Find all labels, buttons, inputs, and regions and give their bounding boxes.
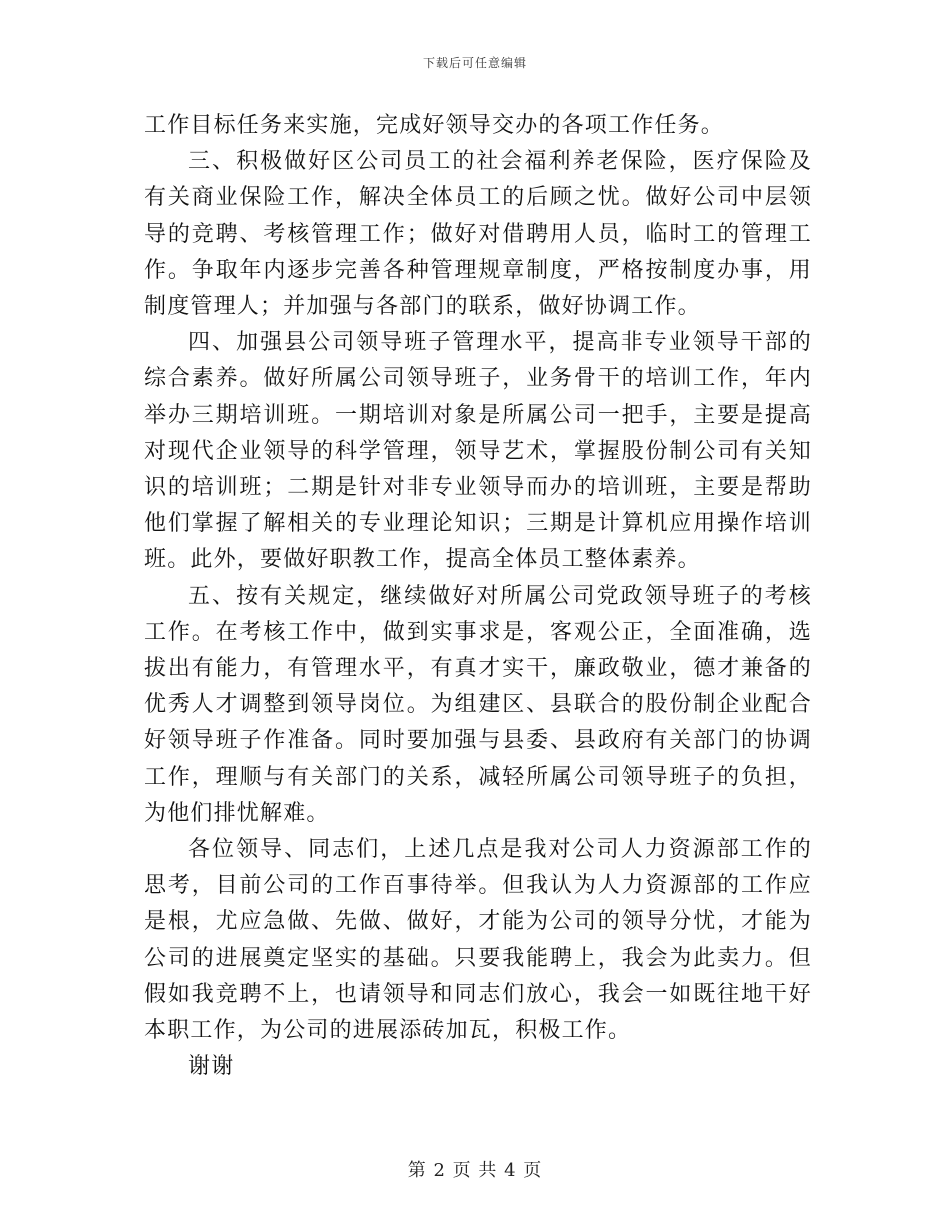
paragraph-continuation: 工作目标任务来实施，完成好领导交办的各项工作任务。 <box>144 113 725 138</box>
page-number-footer: 第 2 页 共 4 页 <box>407 1160 543 1181</box>
paragraph-closing: 各位领导、同志们，上述几点是我对公司人力资源部工作的思考，目前公司的工作百事待举。但我认为人力资源部的工作应是根，尤应急做、先做、做好，才能为公司的领导分忧，才能为公司的进展奠定坚实的基础。只要我能聘上，我会为此卖力。但假如我竞聘不上，也请领导和同志们放心，我会一如既往地干好本职工作，为公司的进展添砖加瓦，积极工作。 <box>144 837 812 1044</box>
paragraph-thanks: 谢谢 <box>188 1054 235 1080</box>
paragraph-item-3: 三、积极做好区公司员工的社会福利养老保险，医疗保险及有关商业保险工作，解决全体员工的后顾之忧。做好公司中层领导的竞聘、考核管理工作；做好对借聘用人员，临时工的管理工作。争取年内逐步完善各种管理规章制度，严格按制度办事，用制度管理人；并加强与各部门的联系，做好协调工作。 <box>144 149 812 320</box>
paragraph-item-5: 五、按有关规定，继续做好对所属公司党政领导班子的考核工作。在考核工作中，做到实事求是，客观公正，全面准确，选拔出有能力，有管理水平，有真才实干，廉政敬业，德才兼备的优秀人才调整到领导岗位。为组建区、县联合的股份制企业配合好领导班子作准备。同时要加强与县委、县政府有关部门的协调工作，理顺与有关部门的关系，减轻所属公司领导班子的负担，为他们排忧解难。 <box>144 583 812 826</box>
document-body <box>144 108 812 1085</box>
paragraph-item-4: 四、加强县公司领导班子管理水平，提高非专业领导干部的综合素养。做好所属公司领导班子，业务骨干的培训工作，年内举办三期培训班。一期培训对象是所属公司一把手，主要是提高对现代企业领导的科学管理，领导艺术，掌握股份制公司有关知识的培训班；二期是针对非专业领导而办的培训班，主要是帮助他们掌握了解相关的专业理论知识；三期是计算机应用操作培训班。此外，要做好职教工作，提高全体员工整体素养。 <box>144 330 812 573</box>
page-header: 下载后可任意编辑 <box>422 56 527 70</box>
